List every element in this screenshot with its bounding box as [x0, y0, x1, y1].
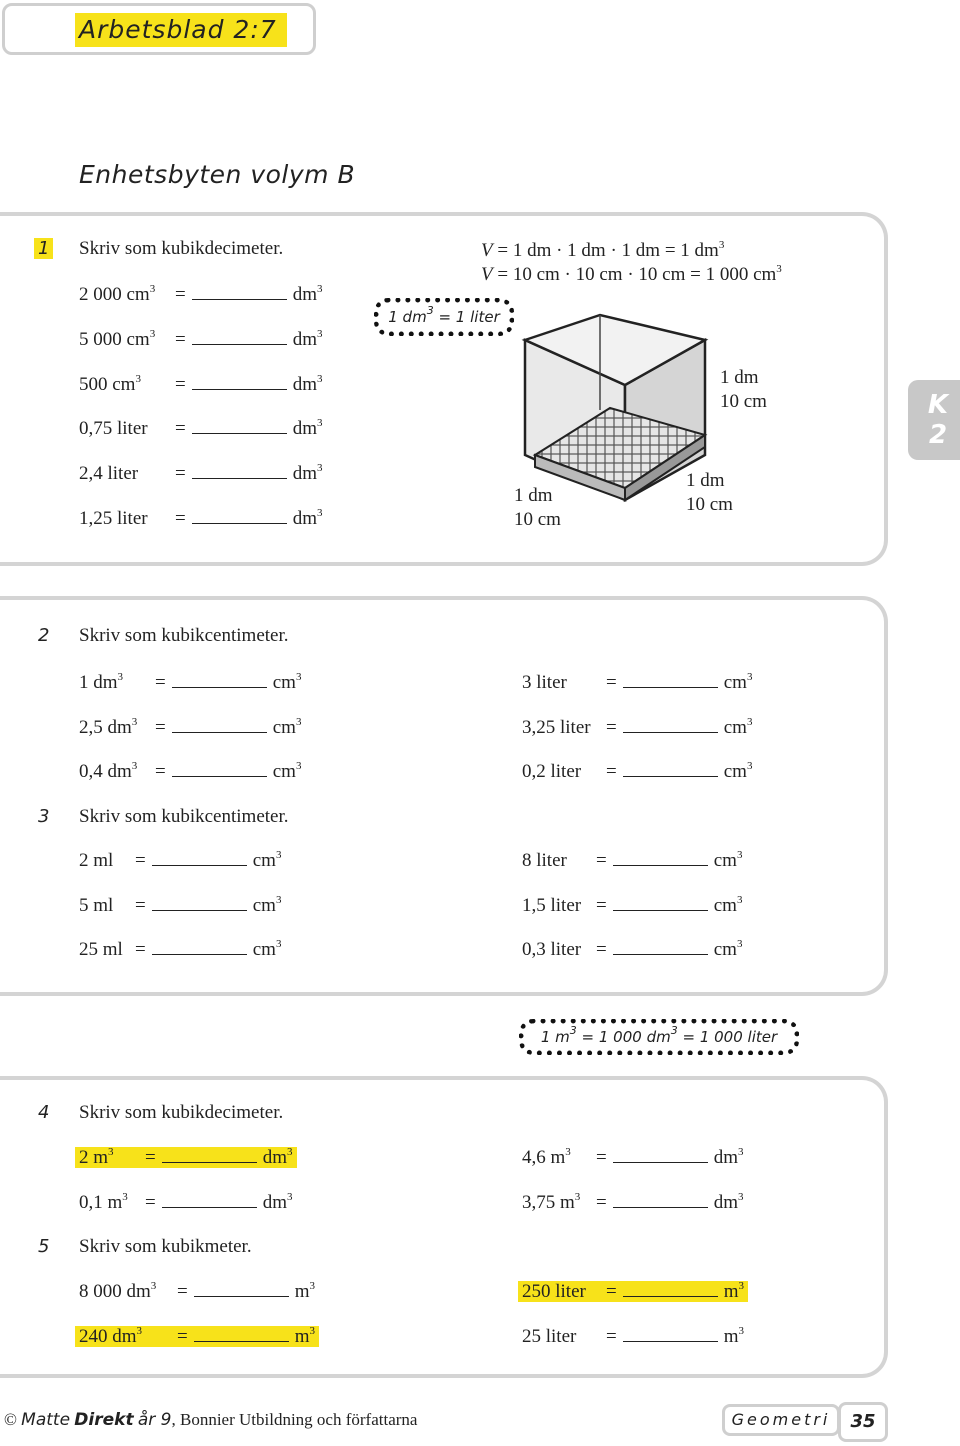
- answer-blank[interactable]: [623, 1327, 718, 1342]
- answer-blank[interactable]: [623, 673, 718, 688]
- exercise-row: 240 $dm^3 = m^3$: [79, 1326, 319, 1348]
- exercise-row: 2 $m^3 = dm^3$: [79, 1147, 297, 1169]
- answer-blank[interactable]: [623, 762, 718, 777]
- answer-blank[interactable]: [194, 1327, 289, 1342]
- cube-label-depth: 1 dm 10 cm: [686, 470, 733, 515]
- answer-blank[interactable]: [152, 896, 247, 911]
- cube-label-right: 1 dm 10 cm: [720, 367, 767, 412]
- answer-blank[interactable]: [192, 285, 287, 300]
- answer-blank[interactable]: [192, 464, 287, 479]
- exercise-row: 500 $cm^3 = dm^3$: [79, 372, 323, 395]
- task5-number: 5: [38, 1236, 50, 1257]
- answer-blank[interactable]: [192, 330, 287, 345]
- exercise-row: 0,1 $m^3 = dm^3$: [79, 1190, 293, 1213]
- exercise-row: 1,25 liter = $dm^3$: [79, 507, 323, 529]
- answer-blank[interactable]: [613, 1148, 708, 1163]
- exercise-row: 2,5 $dm^3 = cm^3$: [79, 715, 302, 738]
- answer-blank[interactable]: [194, 1282, 289, 1297]
- formula-dm: V = 1 dm · 1 dm · 1 dm = 1 $dm^3$: [481, 239, 725, 261]
- answer-blank[interactable]: [613, 940, 708, 955]
- answer-blank[interactable]: [162, 1148, 257, 1163]
- answer-blank[interactable]: [613, 1193, 708, 1208]
- chapter-tab: [908, 380, 960, 460]
- task2-number: 2: [38, 625, 50, 646]
- cube-label-front: 1 dm 10 cm: [514, 485, 561, 530]
- exercise-row: 4,6 $m^3 = dm^3$: [522, 1146, 744, 1168]
- answer-blank[interactable]: [192, 419, 287, 434]
- exercise-row: 1,5 liter = $cm^3$: [522, 893, 743, 916]
- exercise-row: 5 000 $cm^3 = dm^3$: [79, 327, 323, 350]
- worksheet-title: Arbetsblad 2:7: [75, 13, 287, 47]
- task3-number: 3: [38, 806, 50, 827]
- answer-blank[interactable]: [172, 762, 267, 777]
- exercise-row: 2 ml = $cm^3$: [79, 849, 282, 871]
- answer-blank[interactable]: [623, 1282, 718, 1297]
- exercise-row: 0,2 liter = $cm^3$: [522, 760, 753, 782]
- page-heading: Enhetsbyten volym B: [79, 160, 356, 189]
- answer-blank[interactable]: [152, 851, 247, 866]
- exercise-row: 8 liter = $cm^3$: [522, 849, 743, 871]
- footer-credit: © Matte Direkt år 9, Bonnier Utbildning och författarna: [4, 1410, 418, 1430]
- task1-instruction: Skriv som kubikdecimeter.: [79, 238, 284, 259]
- task2-3-panel: [0, 596, 888, 996]
- exercise-row: 2,4 liter = $dm^3$: [79, 462, 323, 485]
- task1-number: 1: [34, 238, 53, 259]
- cubic-meter-note: 1 $m^3 = 1$ 000 $dm^3 = 1$ 000 liter: [519, 1019, 799, 1055]
- exercise-row: 8 000 $dm^3 = m^3$: [79, 1280, 315, 1302]
- answer-blank[interactable]: [172, 673, 267, 688]
- exercise-row: 250 liter = $m^3$: [522, 1281, 748, 1303]
- exercise-row: 2 000 $cm^3 = dm^3$: [79, 283, 323, 305]
- answer-blank[interactable]: [172, 718, 267, 733]
- answer-blank[interactable]: [152, 940, 247, 955]
- exercise-row: 3,75 $m^3 = dm^3$: [522, 1190, 744, 1213]
- exercise-row: 0,75 liter = $dm^3$: [79, 417, 323, 440]
- exercise-row: 0,4 $dm^3 = cm^3$: [79, 760, 302, 782]
- task4-number: 4: [38, 1102, 50, 1123]
- task2-instruction: Skriv som kubikcentimeter.: [79, 625, 289, 646]
- task4-instruction: Skriv som kubikdecimeter.: [79, 1102, 284, 1123]
- answer-blank[interactable]: [192, 509, 287, 524]
- chapter-number: 2: [928, 420, 948, 450]
- formula-cm: V = 10 cm · 10 cm · 10 cm = 1 000 $cm^3$: [481, 263, 782, 285]
- answer-blank[interactable]: [162, 1193, 257, 1208]
- answer-blank[interactable]: [192, 375, 287, 390]
- exercise-row: 25 liter = $m^3$: [522, 1324, 744, 1347]
- exercise-row: 1 $dm^3 = cm^3$: [79, 671, 302, 693]
- liter-note: 1 $dm^3 = 1$ liter: [374, 298, 514, 336]
- exercise-row: 5 ml = $cm^3$: [79, 893, 282, 916]
- page-number: 35: [838, 1402, 888, 1442]
- exercise-row: 3 liter = $cm^3$: [522, 671, 753, 693]
- section-label: Geometri: [722, 1404, 840, 1436]
- task3-instruction: Skriv som kubikcentimeter.: [79, 806, 289, 827]
- chapter-letter: K: [927, 390, 949, 420]
- exercise-row: 3,25 liter = $cm^3$: [522, 715, 753, 738]
- cube-illustration: [515, 310, 715, 510]
- exercise-row: 25 ml = $cm^3$: [79, 938, 282, 960]
- exercise-row: 0,3 liter = $cm^3$: [522, 938, 743, 960]
- answer-blank[interactable]: [613, 896, 708, 911]
- task5-instruction: Skriv som kubikmeter.: [79, 1236, 252, 1257]
- answer-blank[interactable]: [623, 718, 718, 733]
- answer-blank[interactable]: [613, 851, 708, 866]
